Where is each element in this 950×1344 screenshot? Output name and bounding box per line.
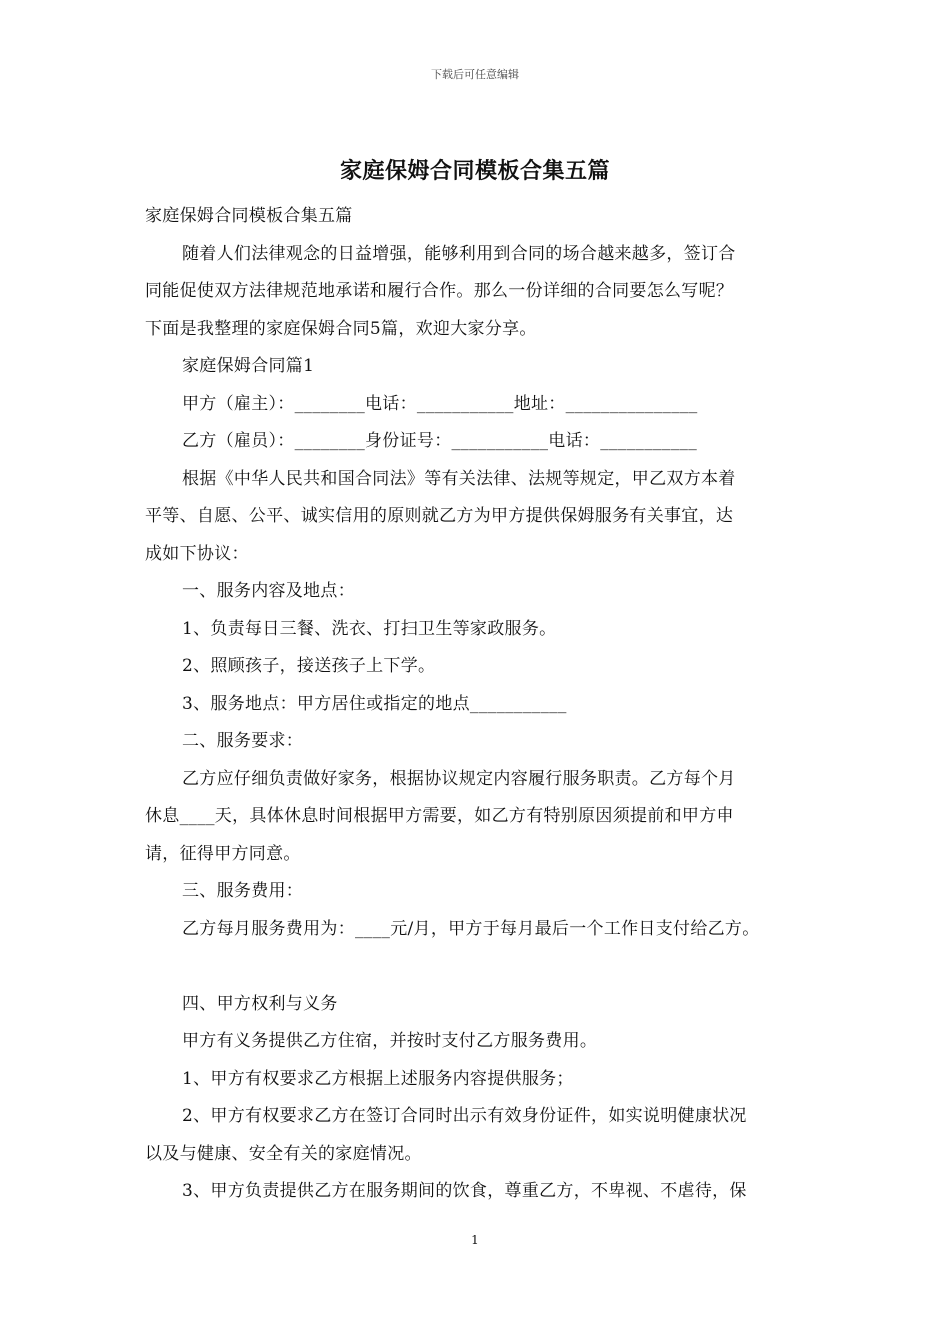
basis-line-3: 成如下协议： <box>145 543 249 564</box>
section-heading-1: 家庭保姆合同篇1 <box>182 356 315 376</box>
intro-line-3: 下面是我整理的家庭保姆合同5篇，欢迎大家分享。 <box>145 318 537 339</box>
basis-line-1: 根据《中华人民共和国合同法》等有关法律、法规等规定，甲乙双方本着 <box>182 468 736 489</box>
clause-heading-3: 三、服务费用： <box>182 881 304 901</box>
party-b-line: 乙方（雇员）：________身份证号：___________电话：___________ <box>182 431 697 451</box>
clause-4-item-2b: 以及与健康、安全有关的家庭情况。 <box>145 1143 422 1164</box>
intro-line-1: 随着人们法律观念的日益增强，能够利用到合同的场合越来越多，签订合 <box>182 243 736 264</box>
clause-4-item-3: 3、甲方负责提供乙方在服务期间的饮食，尊重乙方，不卑视、不虐待，保 <box>182 1181 747 1201</box>
requirement-line-2: 休息____天，具体休息时间根据甲方需要，如乙方有特别原因须提前和甲方申 <box>145 806 734 826</box>
basis-line-2: 平等、自愿、公平、诚实信用的原则就乙方为甲方提供保姆服务有关事宜，达 <box>145 506 734 526</box>
party-a-line: 甲方（雇主）：________电话：___________地址：_______________ <box>182 393 698 414</box>
clause-1-item-2: 2、照顾孩子，接送孩子上下学。 <box>182 656 436 676</box>
requirement-line-1: 乙方应仔细负责做好家务，根据协议规定内容履行服务职责。乙方每个月 <box>182 768 736 789</box>
header-note: 下载后可任意编辑 <box>431 68 519 81</box>
clause-heading-1: 一、服务内容及地点： <box>182 581 355 601</box>
fee-line: 乙方每月服务费用为：____元/月，甲方于每月最后一个工作日支付给乙方。 <box>182 918 760 939</box>
document-title: 家庭保姆合同模板合集五篇 <box>339 158 610 184</box>
page-number: 1 <box>471 1233 479 1247</box>
subtitle-line: 家庭保姆合同模板合集五篇 <box>145 206 353 226</box>
clause-heading-4: 四、甲方权利与义务 <box>182 993 338 1014</box>
blank-line <box>145 948 815 986</box>
document-body <box>145 198 815 1211</box>
clause-1-item-1: 1、负责每日三餐、洗衣、打扫卫生等家政服务。 <box>182 618 557 639</box>
clause-heading-2: 二、服务要求： <box>182 731 304 751</box>
clause-4-item-1: 1、甲方有权要求乙方根据上述服务内容提供服务； <box>182 1068 574 1089</box>
clause-1-item-3: 3、服务地点：甲方居住或指定的地点___________ <box>182 693 567 714</box>
intro-line-2: 同能促使双方法律规范地承诺和履行合作。那么一份详细的合同要怎么写呢？ <box>145 281 734 301</box>
clause-4-intro: 甲方有义务提供乙方住宿，并按时支付乙方服务费用。 <box>182 1031 598 1051</box>
clause-4-item-2a: 2、甲方有权要求乙方在签订合同时出示有效身份证件，如实说明健康状况 <box>182 1106 747 1126</box>
requirement-line-3: 请，征得甲方同意。 <box>145 843 301 864</box>
